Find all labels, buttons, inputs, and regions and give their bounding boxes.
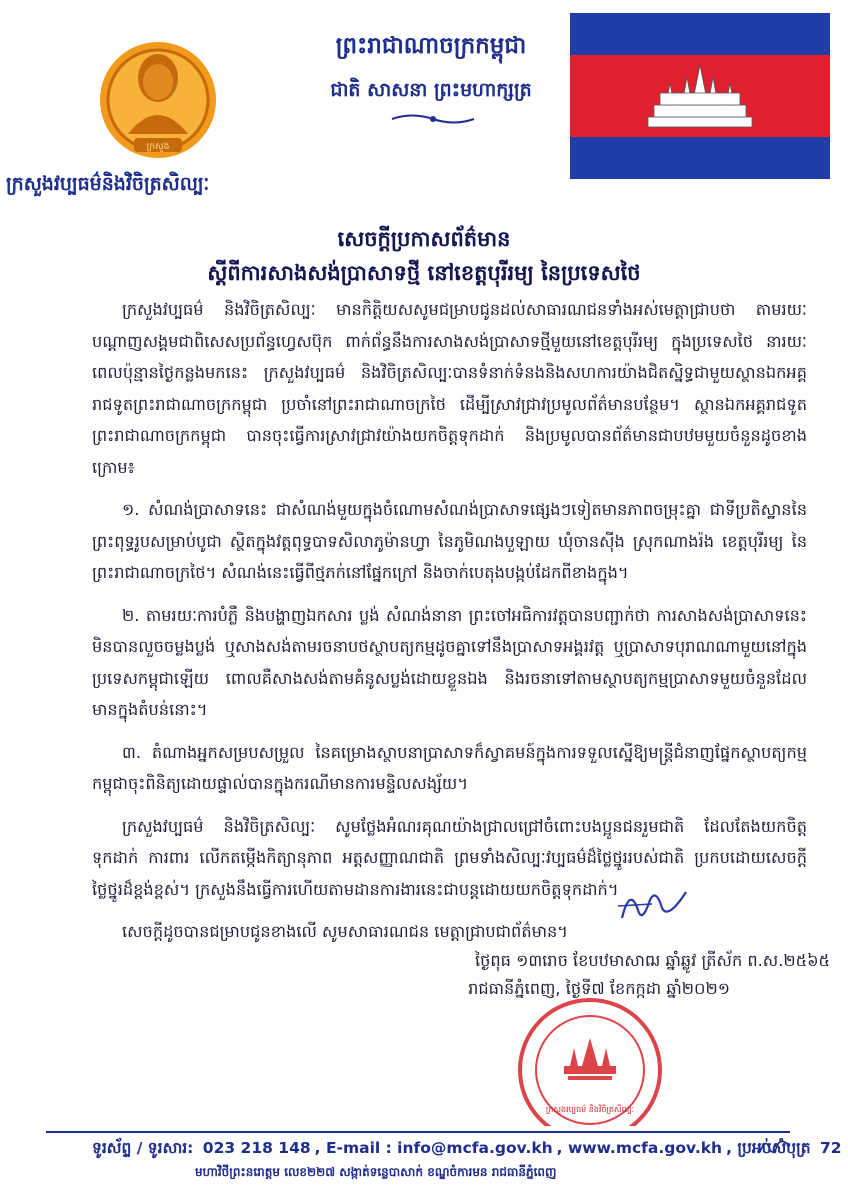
lunar-date: ថ្ងៃពុធ ១៣រោច ខែបឋមាសាឍ ឆ្នាំឆ្លូវ ត្រីស័ក ព.ស.២៥៦៥ xyxy=(474,951,830,970)
footer-contact: ទូរស័ព្ទ / ទូរសារ: 023 218 148 , E-mail : info@mcfa.gov.kh , www.mcfa.gov.kh , ប្រអប់សំបុត្រ 72 xyxy=(92,1138,792,1161)
announcement-title xyxy=(40,222,808,290)
footer-contact-label: ទូរស័ព្ទ / ទូរសារ: xyxy=(92,1139,194,1157)
footer-box-label: ប្រអប់សំបុត្រ xyxy=(737,1139,811,1157)
intro-paragraph: ក្រសួងវប្បធម៌ និងវិចិត្រសិល្បៈ មានកិត្តិយសសូមជម្រាបជូនដល់សាធារណជនទាំងអស់មេត្តាជ្រាបថា តាមរយៈបណ្តាញសង្គមជាពិសេសប្រព័ន្ធហ្វេសប៊ុក ពាក់ព័ន្ធនឹងការសាងសង់ប្រាសាទថ្មីមួយនៅខេត្តបុរីរម្យ ក្នុងប្រទេសថៃ នារយៈពេលប៉ុន្មានថ្ងៃកន្លងមកនេះ ក្រសួងវប្បធម៌ និងវិចិត្រសិល្បៈបានទំនាក់ទំនងនិងសហការយ៉ាងជិតស្និទ្ធជាមួយស្ថានឯកអគ្គរាជទូតព្រះរាជាណាចក្រកម្ពុជា ប្រចាំនៅព្រះរាជាណាចក្រថៃ ដើម្បីស្រាវជ្រាវប្រមូលព័ត៌មានបន្ថែម។ ស្ថានឯកអគ្គរាជទូតព្រះរាជាណាចក្រកម្ពុជា បានចុះធ្វើការស្រាវជ្រាវយ៉ាងយកចិត្តទុកដាក់ និងប្រមូលបានព័ត៌មានជាបឋមមួយចំនួនដូចខាងក្រោម៖ xyxy=(92,300,807,477)
seal-label: ក្រសួងវប្បធម៌ និងវិចិត្រសិល្បៈ xyxy=(545,1105,635,1114)
footer-address: មហាវិថីព្រះនរោត្តម លេខ២២៧ សង្កាត់ទន្លេបាសាក់ ខណ្ឌចំការមន រាជធានីភ្នំពេញ xyxy=(195,1165,557,1179)
title-line-1: សេចក្តីប្រកាសព័ត៌មាន xyxy=(337,227,511,251)
announcement-body xyxy=(92,294,807,959)
kingdom-heading: ព្រះរាជាណាចក្រកម្ពុជា xyxy=(335,33,527,59)
ministry-name: ក្រសួងវប្បធម៌និងវិចិត្រសិល្បៈ xyxy=(6,173,210,195)
point-3-paragraph: ៣. តំណាងអ្នកសម្របសម្រួល នៃគម្រោងស្ថាបនាប្រាសាទក៏ស្វាគមន៍ក្នុងការទទួលស្នើឱ្យមន្ត្រីជំនាញផ្នែកស្ថាបត្យកម្មកម្ពុជាចុះពិនិត្យដោយផ្ទាល់បានក្នុងករណីមានការមន្ទិលសង្ស័យ។ xyxy=(92,742,807,793)
cambodia-flag xyxy=(570,13,830,179)
initials-icon xyxy=(756,1134,794,1158)
footer-website[interactable]: www.mcfa.gov.kh xyxy=(567,1139,723,1157)
motto-ornament xyxy=(390,112,476,126)
signature-icon xyxy=(612,880,692,930)
place-and-date: រាជធានីភ្នំពេញ, ថ្ងៃទី៧ ខែកក្កដា ឆ្នាំ២០២១ xyxy=(468,979,730,998)
footer-email[interactable]: E-mail : info@mcfa.gov.kh xyxy=(325,1139,553,1157)
footer-phone: 023 218 148 xyxy=(202,1139,311,1157)
emblem-label: ក្រសួង xyxy=(146,142,170,152)
footer-box-number: 72 xyxy=(819,1139,842,1157)
national-motto: ជាតិ សាសនា ព្រះមហាក្សត្រ xyxy=(330,79,532,101)
title-line-2: ស្តីពីការសាងសង់ប្រាសាទថ្មី នៅខេត្តបុរីរម្យ នៃប្រទេសថៃ xyxy=(207,261,641,285)
thanks-paragraph: ក្រសួងវប្បធម៌ និងវិចិត្រសិល្បៈ សូមថ្លែងអំណរគុណយ៉ាងជ្រាលជ្រៅចំពោះបងប្អូនជនរួមជាតិ ដែលតែងយកចិត្តទុកដាក់ ការពារ លើកតម្កើងកិត្យានុភាព អត្តសញ្ញាណជាតិ ព្រមទាំងសិល្បៈវប្បធម៌ដ៏ថ្លៃថ្នូររបស់ជាតិ ប្រកបដោយសេចក្តីថ្លៃថ្នូរដ៏ខ្ពង់ខ្ពស់។ ក្រសួងនឹងធ្វើការហើយតាមដានការងារនេះជាបន្តដោយយកចិត្តទុកដាក់។ xyxy=(92,816,807,899)
ministry-emblem xyxy=(96,38,220,178)
official-seal-icon xyxy=(482,992,698,1126)
point-1-paragraph: ១. សំណង់ប្រាសាទនេះ ជាសំណង់មួយក្នុងចំណោមសំណង់ប្រាសាទផ្សេងៗទៀតមានភាពចម្រុះគ្នា ជាទីប្រតិស្ឋាននៃព្រះពុទ្ធរូបសម្រាប់បូជា ស្ថិតក្នុងវត្តពុទ្ធបាទសិលាភូម៉ានហ្វា នៃភូមិណងបួឡាយ ឃុំចានស៊ីង ស្រុកណាងរ៉ង ខេត្តបុរីរម្យ នៃព្រះរាជាណាចក្រថៃ។ សំណង់នេះធ្វើពីថ្មភក់នៅផ្នែកក្រៅ និងចាក់បេតុងបង្កប់ដែកពីខាងក្នុង។ xyxy=(92,500,807,582)
footer-divider xyxy=(46,1131,790,1133)
closing-paragraph: សេចក្តីដូចបានជម្រាបជូនខាងលើ សូមសាធារណជន មេត្តាជ្រាបជាព័ត៌មាន។ xyxy=(122,922,568,941)
point-2-paragraph: ២. តាមរយៈការបំភ្លឺ និងបង្ហាញឯកសារ ប្លង់ សំណង់នានា ព្រះចៅអធិការវត្តបានបញ្ជាក់ថា ការសាងសង់ប្រាសាទនេះមិនបានលួចចម្លងប្លង់ ឬសាងសង់តាមរចនាបថស្ថាបត្យកម្មដូចគ្នាទៅនឹងប្រាសាទអង្គរវត្ត ឬប្រាសាទបុរាណណាមួយនៅក្នុងប្រទេសកម្ពុជាឡើយ ពោលគឺសាងសង់តាមគំនូសប្លង់ដោយខ្លួនឯង និងរចនាទៅតាមស្ថាបត្យកម្មប្រាសាទមួយចំនួនដែលមានក្នុងតំបន់នោះ។ xyxy=(92,605,807,719)
